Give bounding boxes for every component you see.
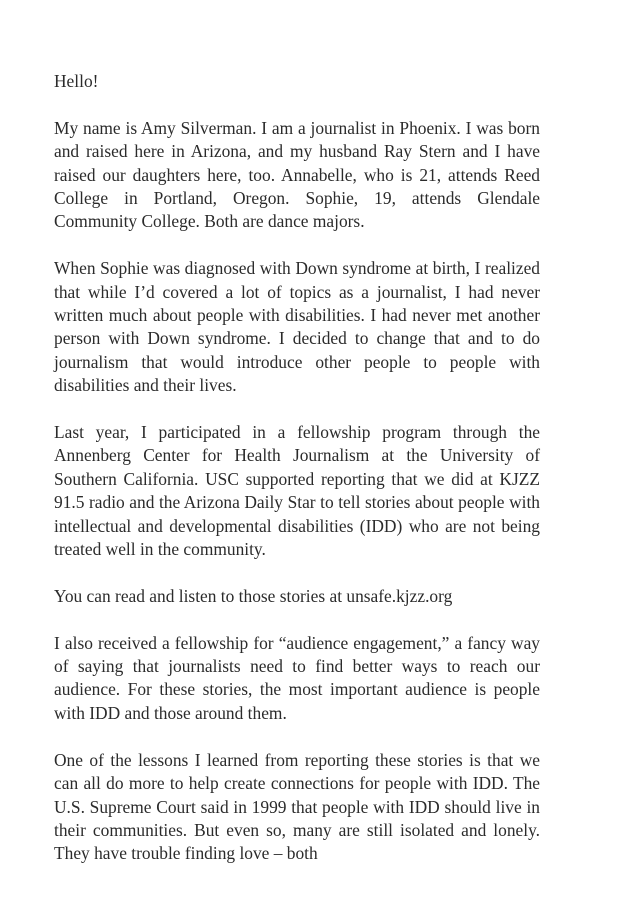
paragraph-lessons: One of the lessons I learned from reporting these stories is that we can all do more to help create connections for people with IDD. The U.S. Supreme Court said in 1999 that people with IDD should live in their communities. But even so, many are still isolated and lonely. They have trouble finding love – both (54, 749, 540, 864)
paragraph-audience-engagement: I also received a fellowship for “audience engagement,” a fancy way of saying that journalists need to find better ways to reach our audience. For these stories, the most important audience is people with IDD and those around them. (54, 632, 540, 723)
paragraph-down-syndrome: When Sophie was diagnosed with Down syndrome at birth, I realized that while I’d covered a lot of topics as a journalist, I had never written much about people with disabilities. I had never met another person with Down syndrome. I decided to change that and to do journalism that would introduce other people to people with disabilities and their lives. (54, 258, 540, 396)
paragraph-stories-link: You can read and listen to those stories at unsafe.kjzz.org (54, 585, 453, 606)
paragraph-fellowship: Last year, I participated in a fellowship program through the Annenberg Center for Health Journalism at the University of Southern California. USC supported reporting that we did at KJZZ 91.5 radio and the Arizona Daily Star to tell stories about people with intellectual and developmental disabilities (IDD) who are not being treated well in the community. (54, 422, 540, 560)
letter-body (54, 70, 540, 866)
greeting: Hello! (54, 71, 99, 91)
paragraph-introduction: My name is Amy Silverman. I am a journalist in Phoenix. I was born and raised here in Arizona, and my husband Ray Stern and I have raised our daughters here, too. Annabelle, who is 21, attends Reed College in Portland, Oregon. Sophie, 19, attends Glendale Community College. Both are dance majors. (54, 117, 540, 232)
